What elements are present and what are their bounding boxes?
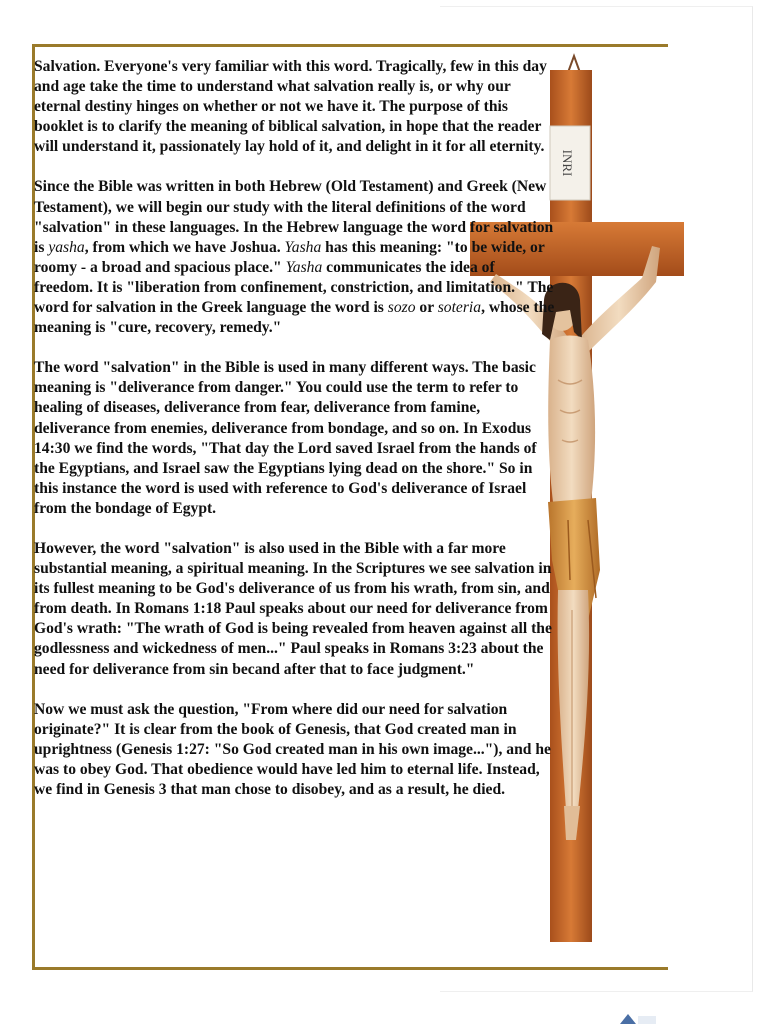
text-segment: The word "salvation" in the Bible is used in many different ways. The basic meaning is "deliverance from danger." You could use the term to refer to healing of diseases, deliverance from fear, deliverance from famine, deliverance from enemies, deliverance from bondage, and so on. In Exodus 14:30 we find the words, "That day the Lord saved Israel from the hands of the Egyptians, and Israel saw the Egyptians lying dead on the shore." So in this instance the word is used with reference to God's deliverance of Israel from the bondage of Egypt.: [34, 359, 537, 517]
text-segment: However, the word "salvation" is also used in the Bible with a far more substantial meaning, a spiritual meaning. In the Scriptures we see salvation in its fullest meaning to be God's deliverance of us from his wrath, from sin, and from death. In Romans 1:18 Paul speaks about our need for deliverance from God's wrath: "The wrath of God is being revealed from heaven against all the godlessness and wickedness of men..." Paul speaks in Romans 3:23 about the need for deliverance from sin becand after that to face judgment.": [34, 539, 552, 678]
italic-term: Yasha: [285, 258, 323, 276]
titulus-text: INRI: [560, 149, 575, 177]
text-segment: Salvation. Everyone's very familiar with this word. Tragically, few in this day and age take the time to understand what salvation really is, or why our eternal destiny hinges on whether or not we have it. The purpose of this booklet is to clarify the meaning of biblical salvation, in hope that the reader will understand it, passionately lay hold of it, and delight in it for all eternity.: [34, 58, 547, 156]
text-segment: or: [415, 299, 438, 317]
paragraph: [34, 700, 556, 800]
paragraph: [34, 358, 556, 519]
document-body: [34, 57, 556, 820]
corner-decoration: [618, 1008, 658, 1024]
text-segment: , from which we have Joshua.: [84, 238, 285, 256]
italic-term: yasha: [48, 238, 85, 256]
italic-term: Yasha: [284, 238, 322, 256]
text-segment: , whose the meaning is "cure, recovery, remedy.": [34, 299, 555, 337]
paragraph: [34, 57, 556, 157]
text-segment: Now we must ask the question, "From where did our need for salvation originate?" It is clear from the book of Genesis, that God created man in uprightness (Genesis 1:27: "So God created man in his own image..."), and he was to obey God. That obedience would have led him to eternal life. Instead, we find in Genesis 3 that man chose to disobey, and as a result, he died.: [34, 700, 551, 798]
paragraph: [34, 177, 556, 338]
paragraph: [34, 539, 556, 680]
text-segment: has this meaning: "to be wide, or roomy - a broad and spacious place.": [34, 238, 545, 276]
text-segment: Since the Bible was written in both Hebrew (Old Testament) and Greek (New Testament), we will begin our study with the literal definitions of the word "salvation" in these languages. In the Hebrew language the word for salvation is: [34, 178, 554, 256]
italic-term: soteria: [437, 299, 482, 317]
italic-term: sozo: [387, 299, 416, 317]
text-segment: communicates the idea of freedom. It is "liberation from confinement, constriction, and limitation." The word for salvation in the Greek language the word is: [34, 258, 554, 317]
